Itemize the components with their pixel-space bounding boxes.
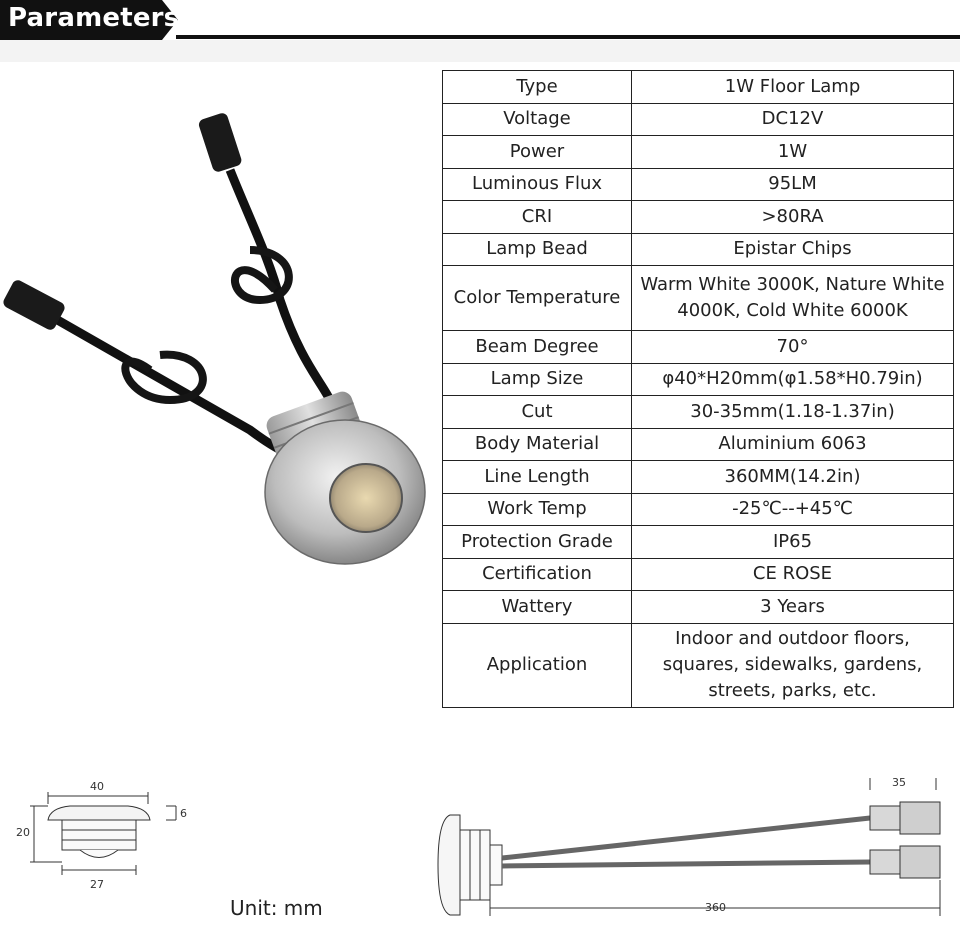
spec-key: Work Temp <box>443 493 632 526</box>
table-row <box>443 591 954 624</box>
spec-key: Certification <box>443 558 632 591</box>
spec-value: >80RA <box>632 201 954 234</box>
table-row <box>443 493 954 526</box>
spec-key: Color Temperature <box>443 266 632 331</box>
dimension-drawing-side <box>10 770 200 900</box>
spec-value: 360MM(14.2in) <box>632 461 954 494</box>
page-title: Parameters <box>8 3 180 33</box>
table-row <box>443 266 954 331</box>
dim-cut-label: 27 <box>90 878 104 891</box>
table-row <box>443 396 954 429</box>
table-row <box>443 623 954 707</box>
spec-key: Power <box>443 136 632 169</box>
unit-label: Unit: mm <box>230 896 323 920</box>
table-row <box>443 233 954 266</box>
dim-width-label: 40 <box>90 780 104 793</box>
spec-value: IP65 <box>632 526 954 559</box>
section-header <box>0 0 960 62</box>
spec-key: Cut <box>443 396 632 429</box>
spec-key: Type <box>443 71 632 104</box>
spec-value: 30-35mm(1.18-1.37in) <box>632 396 954 429</box>
spec-key: Application <box>443 623 632 707</box>
spec-value: φ40*H20mm(φ1.58*H0.79in) <box>632 363 954 396</box>
dim-cable-label: 360 <box>705 901 726 914</box>
spec-value: DC12V <box>632 103 954 136</box>
spec-value: 95LM <box>632 168 954 201</box>
product-photo <box>0 100 440 570</box>
table-row <box>443 461 954 494</box>
spec-value: CE ROSE <box>632 558 954 591</box>
table-row <box>443 428 954 461</box>
spec-value: 3 Years <box>632 591 954 624</box>
spec-value: Warm White 3000K, Nature White 4000K, Cold White 6000K <box>632 266 954 331</box>
table-row <box>443 168 954 201</box>
spec-value: -25℃--+45℃ <box>632 493 954 526</box>
table-row <box>443 526 954 559</box>
header-rule <box>176 35 960 39</box>
spec-key: Lamp Bead <box>443 233 632 266</box>
dim-flange-label: 6 <box>180 807 187 820</box>
spec-key: Lamp Size <box>443 363 632 396</box>
table-row <box>443 558 954 591</box>
table-row <box>443 71 954 104</box>
spec-key: Line Length <box>443 461 632 494</box>
spec-value: Epistar Chips <box>632 233 954 266</box>
table-row <box>443 103 954 136</box>
table-row <box>443 136 954 169</box>
table-row <box>443 201 954 234</box>
dim-connector-label: 35 <box>892 776 906 789</box>
spec-table <box>442 70 954 708</box>
table-row <box>443 363 954 396</box>
spec-key: Luminous Flux <box>443 168 632 201</box>
dimension-drawing-cable <box>430 770 950 930</box>
spec-key: Beam Degree <box>443 331 632 364</box>
dim-height-label: 20 <box>16 826 30 839</box>
spec-value: Indoor and outdoor floors, squares, sidewalks, gardens, streets, parks, etc. <box>632 623 954 707</box>
spec-value: 1W <box>632 136 954 169</box>
spec-value: 70° <box>632 331 954 364</box>
table-row <box>443 331 954 364</box>
spec-key: Protection Grade <box>443 526 632 559</box>
spec-key: Body Material <box>443 428 632 461</box>
spec-key: CRI <box>443 201 632 234</box>
spec-value: 1W Floor Lamp <box>632 71 954 104</box>
spec-key: Voltage <box>443 103 632 136</box>
spec-key: Wattery <box>443 591 632 624</box>
spec-value: Aluminium 6063 <box>632 428 954 461</box>
header-background <box>0 40 960 62</box>
